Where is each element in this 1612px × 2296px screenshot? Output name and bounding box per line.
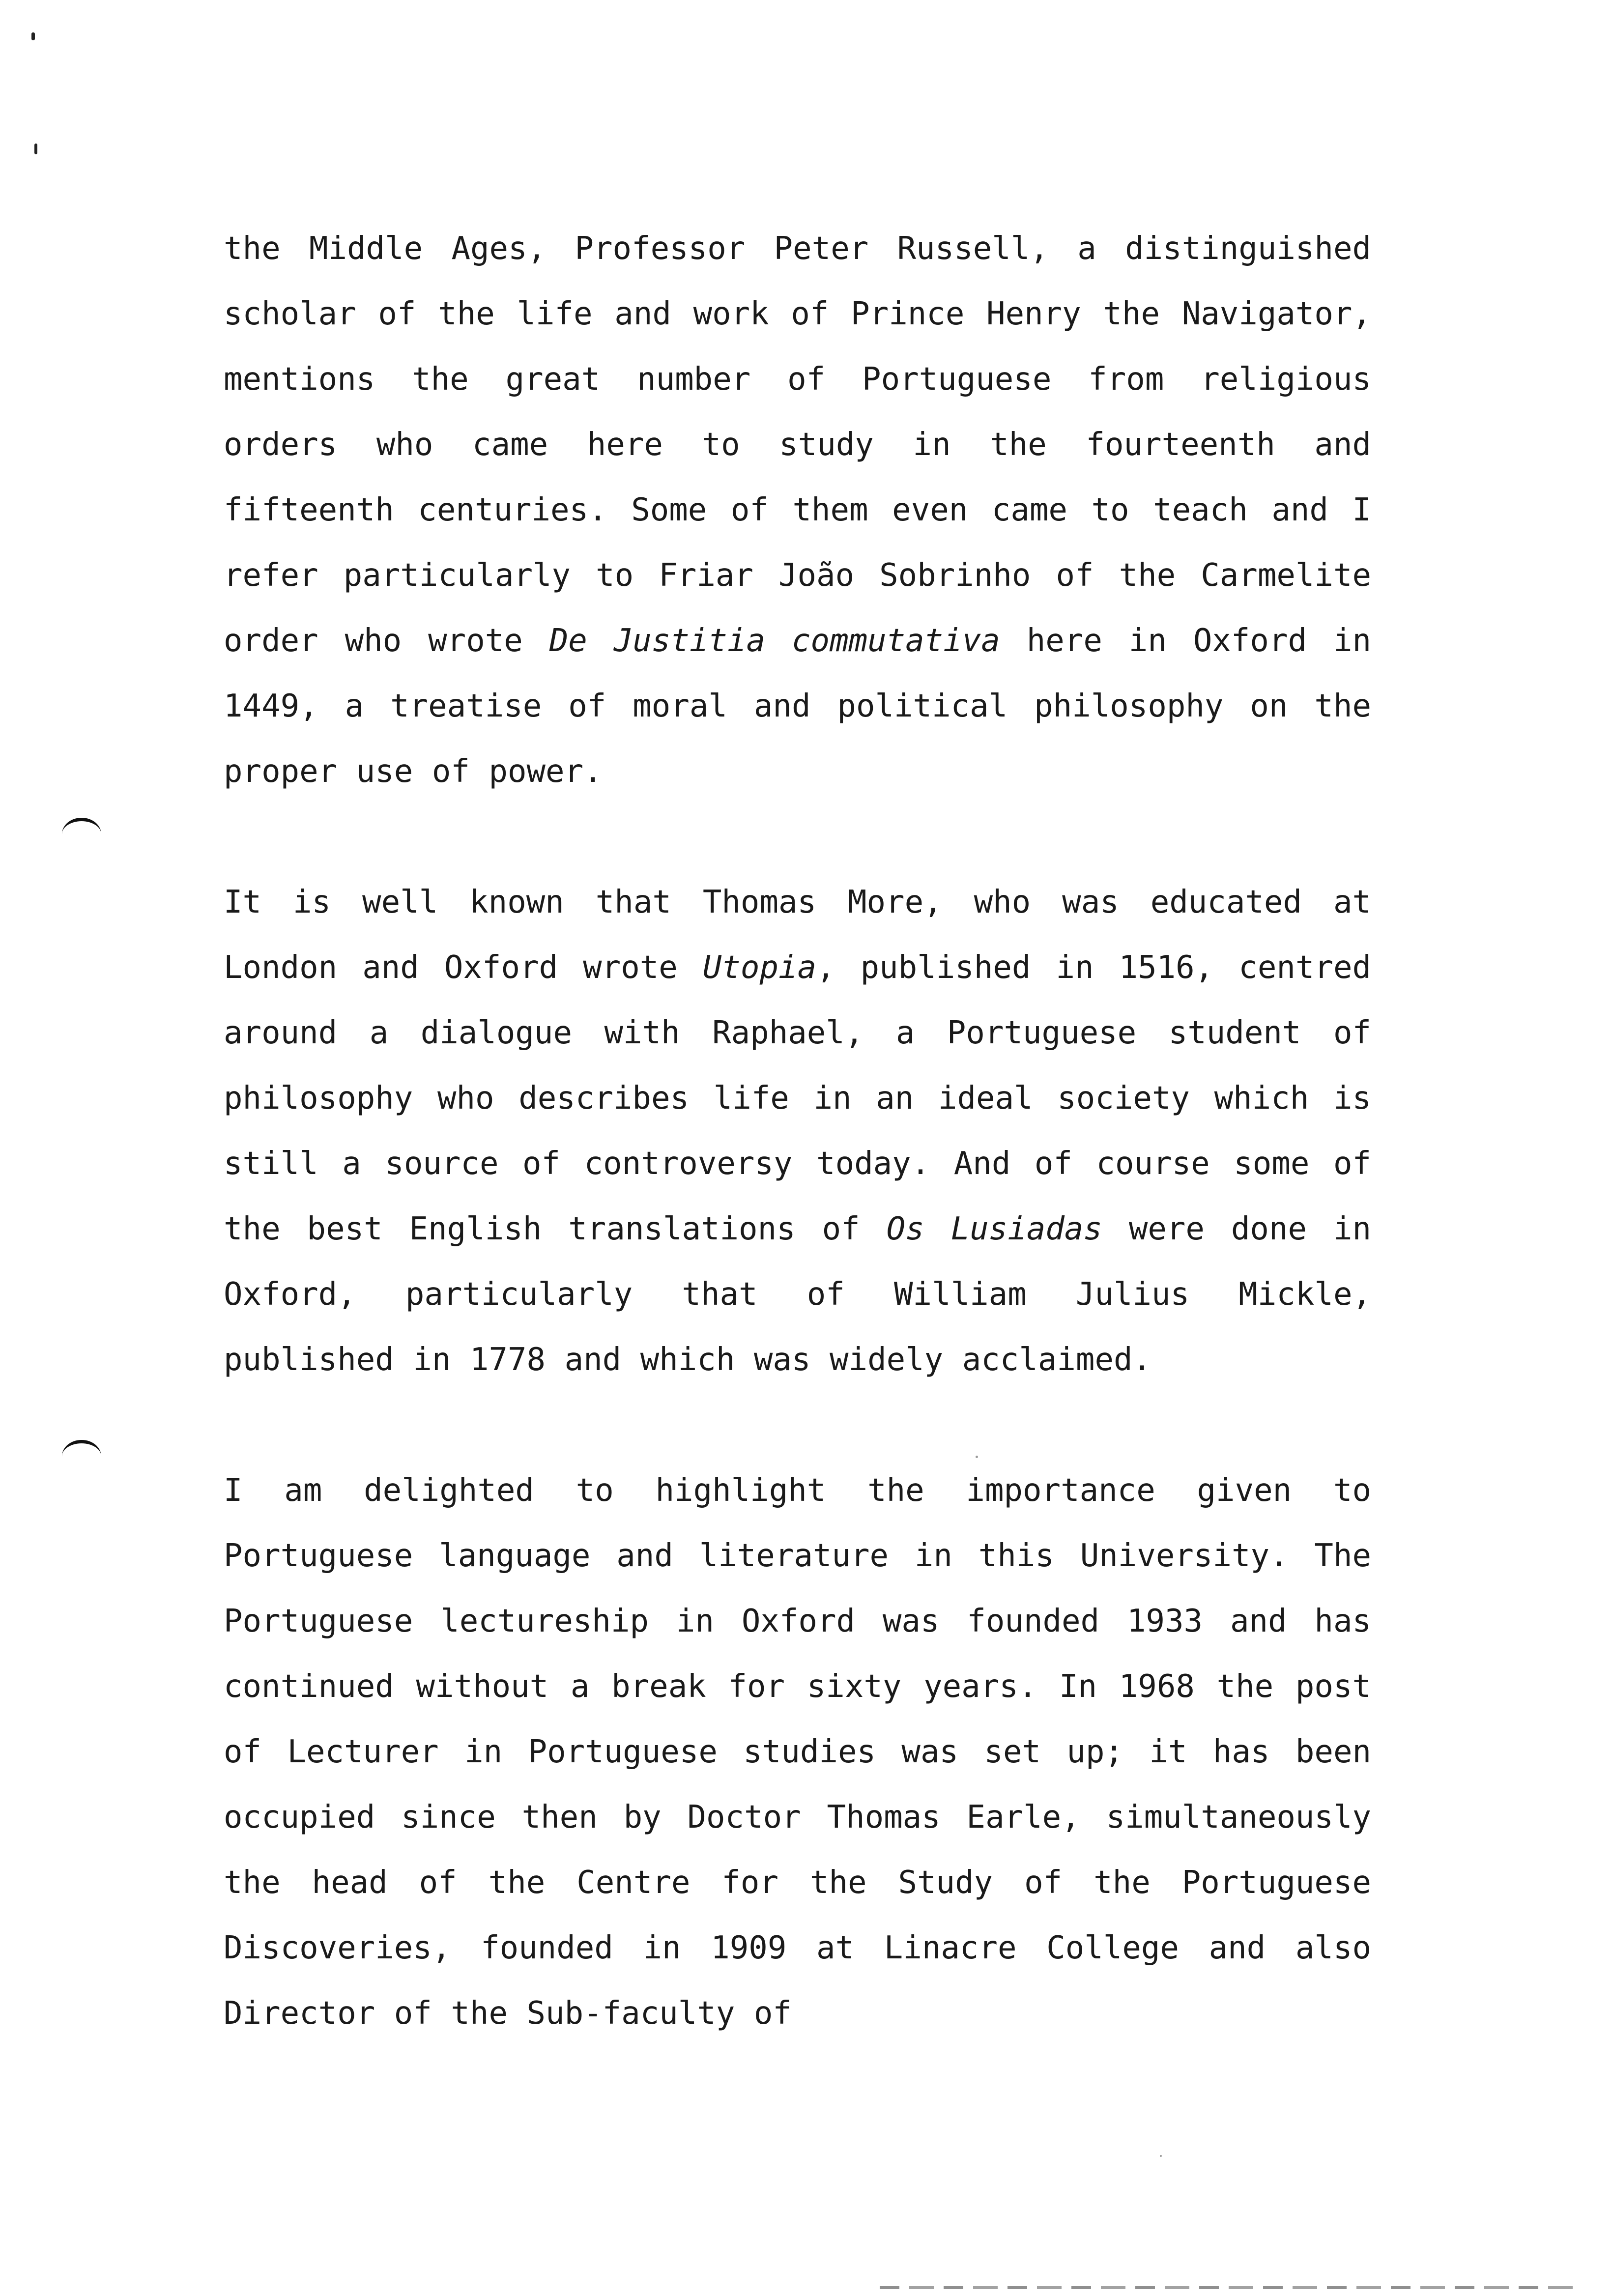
paragraph-text: It is well known that Thomas More, who was educated at London and Oxford wrote: [224, 884, 1371, 986]
punch-hole-mark: [62, 1440, 101, 1473]
work-title-os-lusiadas: Os Lusiadas: [886, 1211, 1102, 1247]
margin-tick-mark: [31, 32, 35, 40]
paragraph-middle-ages: [224, 216, 1371, 804]
paragraph-text: I am delighted to highlight the importance given to Portuguese language and literature in this University. The Portuguese lectureship in Oxford was founded 1933 and has continued without a break for sixty years. In 1968 the post of Lecturer in Portuguese studies was set up; it has been occupied since then by Doctor Thomas Earle, simultaneously the head of the Centre for the Study of the Portuguese Discoveries, founded in 1909 at Linacre College and also Director of the Sub-faculty of: [224, 1472, 1371, 2032]
paragraph-text: were done in Oxford, particularly that of William Julius Mickle, published in 1778 and which was widely acclaimed.: [224, 1211, 1372, 1378]
paragraph-portuguese-studies: [224, 1458, 1371, 2046]
paragraph-text: here in Oxford in 1449, a treatise of moral and political philosophy on the proper use of power.: [224, 623, 1372, 790]
margin-tick-mark: [34, 144, 37, 154]
scan-bottom-edge: [880, 2286, 1578, 2289]
paragraph-thomas-more: [224, 870, 1371, 1393]
paragraph-text: , published in 1516, centred around a dialogue with Raphael, a Portuguese student of philosophy who describes life in an ideal society which is still a source of controversy today. And of course some of the best English translations of: [224, 949, 1371, 1247]
scan-speck: [1160, 2155, 1162, 2157]
body-text: [224, 216, 1371, 2046]
work-title-utopia: Utopia: [702, 949, 817, 986]
work-title-de-justitia: De Justitia commutativa: [549, 623, 1000, 659]
paragraph-text: the Middle Ages, Professor Peter Russell, a distinguished scholar of the life and work of Prince Henry the Navigator, mentions the great number of Portuguese from religious orders who came here to study in the fourteenth and fifteenth centuries. Some of them even came to teach and I refer particularly to Friar João Sobrinho of the Carmelite order who wrote: [224, 230, 1371, 659]
punch-hole-mark: [62, 818, 101, 851]
